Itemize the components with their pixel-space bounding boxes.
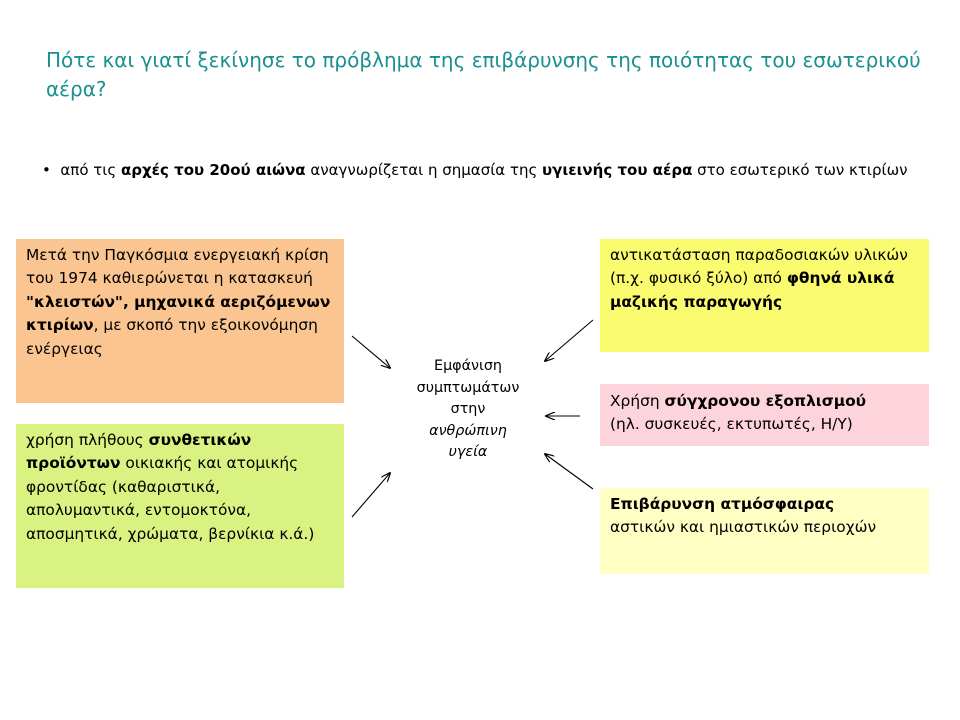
arrow-from-energy-crisis — [352, 336, 390, 368]
synthetic-products-text-1: χρήση πλήθους — [26, 431, 149, 449]
bullet-bold-1: αρχές του 20ού αιώνα — [120, 161, 306, 179]
energy-crisis-text-2: , με σκοπό την εξοικονόμηση ενέργειας — [26, 316, 318, 358]
equipment-text-1: Χρήση — [610, 392, 665, 410]
center-line-5: υγεία — [448, 444, 488, 460]
atmosphere-text: αστικών και ημιαστικών περιοχών — [610, 518, 877, 537]
bullet-text-3: στο εσωτερικό των κτιρίων — [692, 161, 908, 179]
center-line-4: ανθρώπινη — [429, 422, 507, 439]
materials-text-2: (π.χ. φυσικό ξύλο) από — [610, 269, 787, 288]
arrow-from-synthetic-products — [352, 473, 390, 517]
equipment-bold: σύγχρονου εξοπλισμού — [664, 392, 867, 410]
synthetic-products-text-2: οικιακής και ατομικής φροντίδας (καθαριστικά, απολυμαντικά, εντομοκτόνα, αποσμητικά, χρώματα, βερνίκια κ.ά.) — [26, 454, 315, 543]
synthetic-products-bold: συνθετικών προϊόντων — [26, 431, 252, 473]
bullet-text-2: αναγνωρίζεται η σημασία της — [305, 161, 543, 179]
equipment-text-2: (ηλ. συσκευές, εκτυπωτές, Η/Υ) — [610, 415, 853, 434]
materials-bold: φθηνά υλικά μαζικής παραγωγής — [610, 269, 895, 311]
bullet-bold-2: υγιεινής του αέρα — [542, 161, 693, 179]
bullet-marker: • — [42, 161, 51, 179]
bullet-text-1: από τις — [60, 161, 121, 179]
arrow-from-atmosphere — [545, 454, 593, 489]
center-line-1: Εμφάνιση — [434, 358, 502, 374]
energy-crisis-text-1: Μετά την Παγκόσμια ενεργειακή κρίση του 1974 καθιερώνεται η κατασκευή — [26, 246, 329, 288]
center-line-2: συμπτωμάτων — [416, 379, 520, 396]
slide-title: Πότε και γιατί ξεκίνησε το πρόβλημα της επιβάρυνσης της ποιότητας του εσωτερικού αέρα? — [46, 48, 921, 101]
arrow-from-materials — [545, 320, 593, 361]
energy-crisis-bold: "κλειστών", μηχανικά αεριζόμενων κτιρίων — [26, 292, 331, 335]
atmosphere-bold: Επιβάρυνση ατμόσφαιρας — [610, 495, 835, 513]
center-line-3: στην — [450, 401, 486, 417]
materials-text-1: αντικατάσταση παραδοσιακών υλικών — [610, 246, 908, 264]
